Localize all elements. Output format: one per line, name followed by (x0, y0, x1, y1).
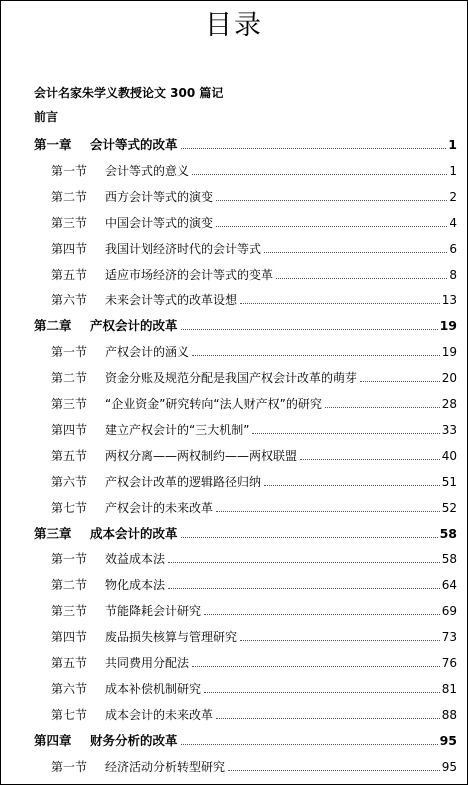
page-number: 33 (441, 423, 457, 437)
page-number: 1 (448, 136, 457, 152)
toc-chapter-entry[interactable] (1, 316, 467, 332)
dot-leader (216, 511, 440, 512)
page-number: 28 (441, 397, 457, 411)
toc-chapter-entry[interactable] (1, 524, 467, 540)
section-title: 物化成本法 (105, 578, 166, 592)
chapter-number: 第三章 (34, 525, 72, 541)
section-title: 成本补偿机制研究 (105, 682, 202, 696)
dot-leader (216, 718, 440, 719)
dot-leader (360, 381, 440, 382)
dot-leader (192, 355, 440, 356)
page-number: 95 (439, 732, 457, 748)
dot-leader (181, 744, 438, 745)
toc-section-entry[interactable] (1, 265, 467, 281)
front-matter-collection-note: 会计名家朱学义教授论文 300 篇记 (34, 86, 224, 100)
page-number: 40 (441, 449, 457, 463)
section-number: 第一节 (51, 164, 88, 178)
section-title: 经济活动分析转型研究 (105, 760, 226, 774)
section-number: 第六节 (51, 475, 88, 489)
page-number: 4 (449, 216, 457, 230)
page-number: 73 (441, 630, 457, 644)
page-number: 52 (441, 501, 457, 515)
section-title: 资金分账及规范分配是我国产权会计改革的萌芽 (105, 371, 358, 385)
toc-section-entry[interactable] (1, 213, 467, 229)
section-title: 两权分离——两权制约——两权联盟 (105, 449, 298, 463)
section-number: 第五节 (51, 449, 88, 463)
section-number: 第六节 (51, 293, 88, 307)
page-number: 8 (449, 268, 457, 282)
dot-leader (325, 407, 440, 408)
page-number: 88 (441, 708, 457, 722)
chapter-title: 财务分析的改革 (90, 732, 178, 748)
section-number: 第七节 (51, 501, 88, 515)
section-title: 效益成本法 (105, 552, 166, 566)
section-number: 第四节 (51, 423, 88, 437)
section-title: 废品损失核算与管理研究 (105, 630, 238, 644)
section-title: 适应市场经济的会计等式的变革 (105, 268, 274, 282)
dot-leader (168, 562, 440, 563)
toc-section-entry[interactable] (1, 394, 467, 410)
dot-leader (192, 666, 440, 667)
section-number: 第二节 (51, 578, 88, 592)
toc-section-entry[interactable] (1, 187, 467, 203)
toc-section-entry[interactable] (1, 239, 467, 255)
chapter-title: 会计等式的改革 (90, 136, 178, 152)
page-title: 目录 (205, 10, 263, 41)
section-title: 建立产权会计的“三大机制” (105, 423, 250, 437)
section-number: 第五节 (51, 268, 88, 282)
section-number: 第三节 (51, 397, 88, 411)
dot-leader (216, 226, 447, 227)
page-number: 51 (441, 475, 457, 489)
section-title: 节能降耗会计研究 (105, 604, 202, 618)
dot-leader (240, 303, 440, 304)
section-number: 第一节 (51, 760, 88, 774)
toc-section-entry[interactable] (1, 446, 467, 462)
section-number: 第五节 (51, 656, 88, 670)
toc-section-entry[interactable] (1, 290, 467, 306)
section-title: 中国会计等式的演变 (105, 216, 214, 230)
page-number: 76 (441, 656, 457, 670)
page-number: 58 (441, 552, 457, 566)
page-number: 95 (441, 760, 457, 774)
dot-leader (264, 252, 447, 253)
page-number: 64 (441, 578, 457, 592)
page-number: 58 (439, 525, 457, 541)
dot-leader (181, 537, 438, 538)
toc-section-entry[interactable] (1, 342, 467, 358)
toc-chapter-entry[interactable] (1, 731, 467, 747)
toc-section-entry[interactable] (1, 757, 467, 773)
toc-section-entry[interactable] (1, 627, 467, 643)
page-number: 2 (449, 190, 457, 204)
page-number: 1 (449, 164, 457, 178)
toc-section-entry[interactable] (1, 549, 467, 565)
dot-leader (181, 329, 438, 330)
toc-section-entry[interactable] (1, 653, 467, 669)
page-number: 20 (441, 371, 457, 385)
page-number: 19 (441, 345, 457, 359)
section-title: “企业资金”研究转向“法人财产权”的研究 (105, 397, 322, 411)
chapter-number: 第一章 (34, 136, 72, 152)
toc-section-entry[interactable] (1, 575, 467, 591)
chapter-number: 第二章 (34, 317, 72, 333)
dot-leader (168, 588, 440, 589)
section-title: 共同费用分配法 (105, 656, 190, 670)
dot-leader (228, 770, 440, 771)
toc-section-entry[interactable] (1, 368, 467, 384)
section-title: 产权会计的涵义 (105, 345, 190, 359)
toc-section-entry[interactable] (1, 705, 467, 721)
chapter-number: 第四章 (34, 732, 72, 748)
section-title: 我国计划经济时代的会计等式 (105, 242, 262, 256)
dot-leader (252, 433, 439, 434)
dot-leader (204, 692, 440, 693)
dot-leader (264, 485, 440, 486)
toc-section-entry[interactable] (1, 420, 467, 436)
page-number: 81 (441, 682, 457, 696)
front-matter-preface: 前言 (34, 110, 59, 124)
toc-chapter-entry[interactable] (1, 135, 467, 151)
page-number: 13 (441, 293, 457, 307)
section-number: 第六节 (51, 682, 88, 696)
page-number: 19 (439, 317, 457, 333)
dot-leader (204, 614, 440, 615)
section-number: 第四节 (51, 630, 88, 644)
section-number: 第一节 (51, 552, 88, 566)
toc-section-entry[interactable] (1, 161, 467, 177)
toc-section-entry[interactable] (1, 679, 467, 695)
dot-leader (240, 640, 440, 641)
section-number: 第四节 (51, 242, 88, 256)
section-title: 未来会计等式的改革设想 (105, 293, 238, 307)
section-number: 第一节 (51, 345, 88, 359)
toc-section-entry[interactable] (1, 601, 467, 617)
chapter-title: 产权会计的改革 (90, 317, 178, 333)
section-title: 产权会计改革的逻辑路径归纳 (105, 475, 262, 489)
page-number: 6 (449, 242, 457, 256)
toc-section-entry[interactable] (1, 472, 467, 488)
section-title: 西方会计等式的演变 (105, 190, 214, 204)
dot-leader (300, 459, 440, 460)
page-number: 69 (441, 604, 457, 618)
dot-leader (216, 200, 447, 201)
toc-section-entry[interactable] (1, 498, 467, 514)
dot-leader (276, 278, 447, 279)
section-number: 第三节 (51, 604, 88, 618)
section-title: 会计等式的意义 (105, 164, 190, 178)
chapter-title: 成本会计的改革 (90, 525, 178, 541)
section-number: 第二节 (51, 190, 88, 204)
section-number: 第七节 (51, 708, 88, 722)
dot-leader (192, 174, 447, 175)
section-number: 第二节 (51, 371, 88, 385)
section-title: 成本会计的未来改革 (105, 708, 214, 722)
dot-leader (181, 148, 447, 149)
section-number: 第三节 (51, 216, 88, 230)
section-title: 产权会计的未来改革 (105, 501, 214, 515)
